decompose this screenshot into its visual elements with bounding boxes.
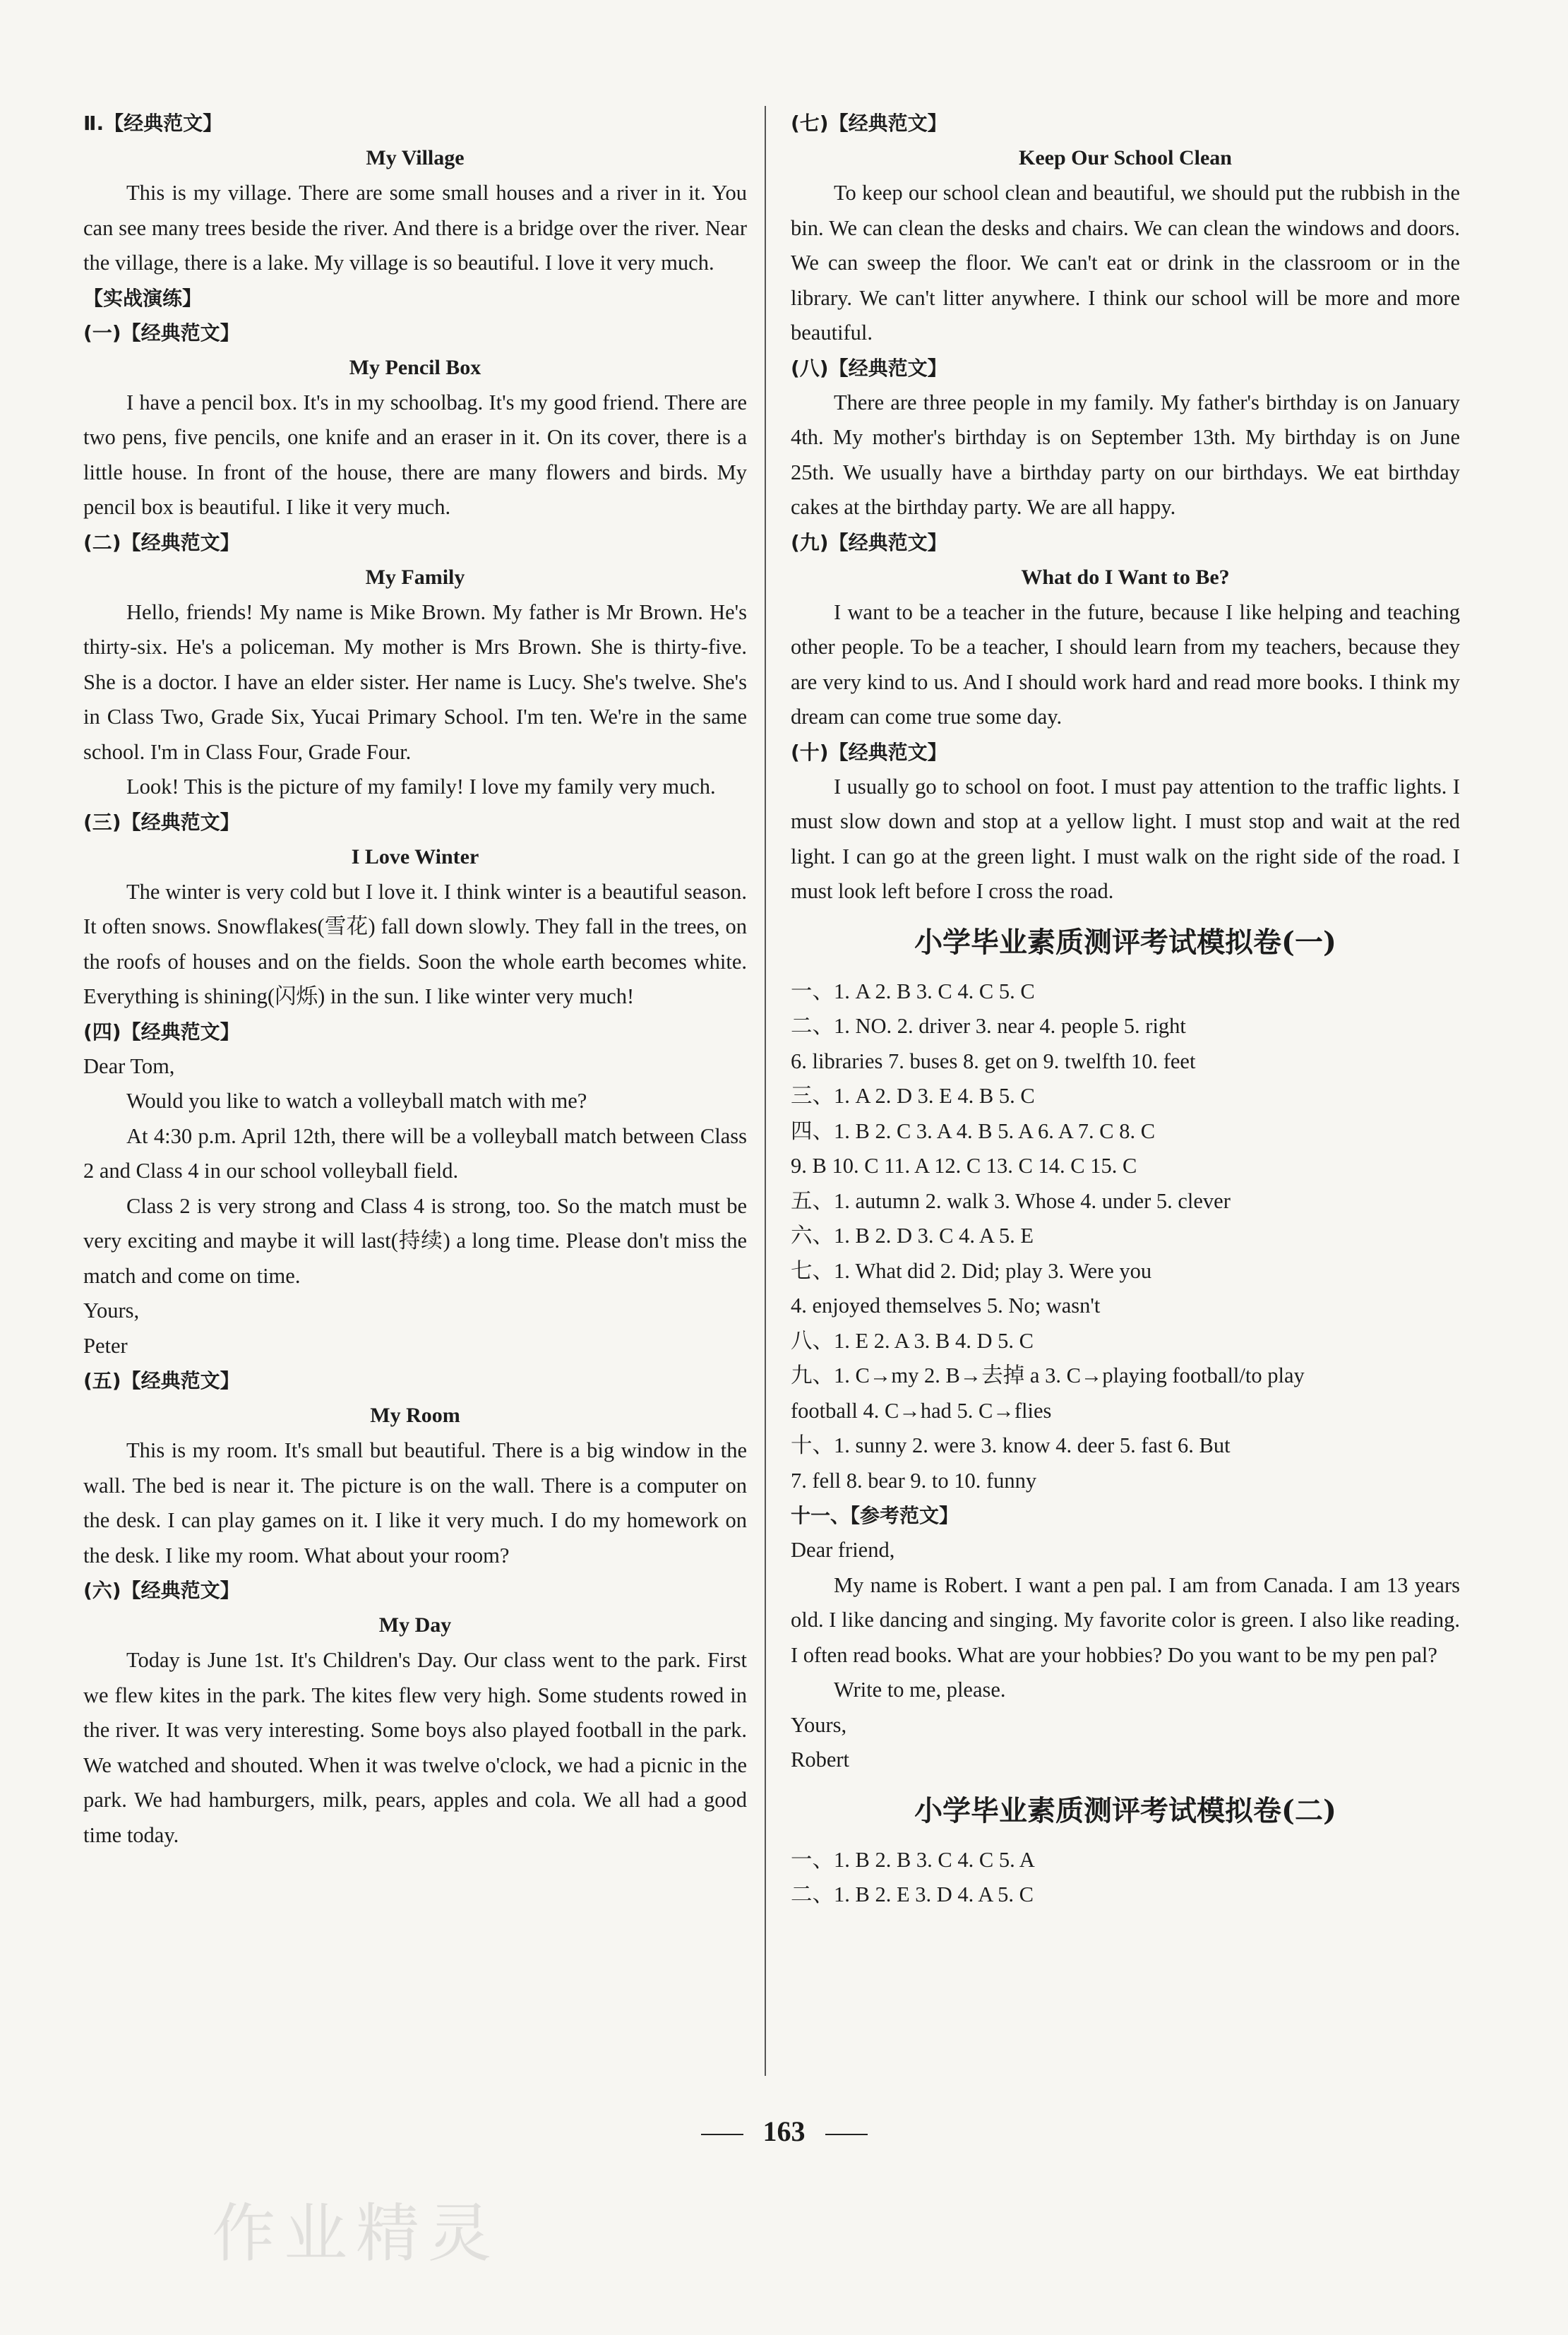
essay-paragraph: This is my village. There are some small houses and a river in it. You can see many trees beside the river. And there is a bridge over the river. Near the village, there is a lake. My village is so beautiful. I love it very much.: [83, 181, 747, 275]
essay-paragraph: My name is Robert. I want a pen pal. I am from Canada. I am 13 years old. I like dancing and singing. My favorite color is green. I also like reading. I often read books. What are your hobbies? Do you want to be my pen pal?: [791, 1572, 1460, 1667]
answer-line: 7. fell 8. bear 9. to 10. funny: [791, 1468, 1037, 1493]
answer-line: 二、1. NO. 2. driver 3. near 4. people 5. right: [791, 1014, 1186, 1038]
essay-paragraph: I have a pencil box. It's in my schoolbag. It's my good friend. There are two pens, five pencils, one knife and an eraser in it. On its cover, there is a little house. In front of the house, there are many flowers and birds. My pencil box is beautiful. I like it very much.: [83, 390, 747, 519]
exam-title: 小学毕业素质测评考试模拟卷(二): [914, 1793, 1336, 1827]
essay-paragraph: I usually go to school on foot. I must pay attention to the traffic lights. I must slow down and stop at a yellow light. I must stop and wait at the red light. I can go at the green light. I must walk on the right side of the road. I must look left before I cross the road.: [791, 774, 1460, 903]
right-column: [791, 106, 1460, 1913]
essay-title: My Village: [366, 146, 465, 169]
essay-title: Keep Our School Clean: [1019, 146, 1232, 169]
letter-greeting: Dear Tom,: [83, 1053, 175, 1078]
section-heading: (十)【经典范文】: [791, 740, 947, 764]
page-number: 163: [762, 2115, 806, 2147]
essay-paragraph: This is my room. It's small but beautiful. There is a big window in the wall. The bed is near it. The picture is on the wall. There is a computer on the desk. I can play games on it. I like it very much. I do my homework on the desk. I like my room. What about your room?: [83, 1438, 747, 1567]
section-heading: (九)【经典范文】: [791, 530, 947, 554]
answer-line: 四、1. B 2. C 3. A 4. B 5. A 6. A 7. C 8. C: [791, 1118, 1156, 1143]
answer-line: 一、1. A 2. B 3. C 4. C 5. C: [791, 979, 1035, 1003]
essay-paragraph: To keep our school clean and beautiful, we should put the rubbish in the bin. We can clean the desks and chairs. We can clean the windows and doors. We can sweep the floor. We can't eat or drink in the classroom or in the library. We can't litter anywhere. I think our school will be more and more beautiful.: [791, 181, 1460, 345]
letter-signature: Peter: [83, 1333, 128, 1358]
answer-line: 八、1. E 2. A 3. B 4. D 5. C: [791, 1328, 1034, 1353]
essay-paragraph: I want to be a teacher in the future, because I like helping and teaching other people. To be a teacher, I should learn from my teachers, because they are very kind to us. And I should work hard and read more books. I think my dream can come true some day.: [791, 599, 1460, 729]
section-heading: (七)【经典范文】: [791, 112, 947, 135]
essay-paragraph: Hello, friends! My name is Mike Brown. My father is Mr Brown. He's thirty-six. He's a policeman. My mother is Mrs Brown. She is thirty-five. She is a doctor. I have an elder sister. Her name is Lucy. She's twelve. She's in Class Two, Grade Six, Yucai Primary School. I'm ten. We're in the same school. I'm in Class Four, Grade Four.: [83, 599, 747, 764]
answer-line: 七、1. What did 2. Did; play 3. Were you: [791, 1258, 1152, 1283]
essay-title: My Room: [370, 1404, 460, 1427]
essay-paragraph: At 4:30 p.m. April 12th, there will be a volleyball match between Class 2 and Class 4 in our school volleyball field.: [83, 1123, 747, 1183]
section-heading: Ⅱ.【经典范文】: [83, 112, 223, 135]
essay-title: What do I Want to Be?: [1021, 565, 1230, 589]
answer-line: 一、1. B 2. B 3. C 4. C 5. A: [791, 1847, 1035, 1872]
section-heading: (二)【经典范文】: [83, 530, 240, 554]
page-footer: [0, 2115, 1568, 2148]
essay-title: I Love Winter: [351, 844, 479, 868]
essay-paragraph: There are three people in my family. My father's birthday is on January 4th. My mother's birthday is on September 13th. My birthday is on June 25th. We usually have a birthday party on our birthdays. We eat birthday cakes at the birthday party. We are all happy.: [791, 390, 1460, 519]
section-heading: (四)【经典范文】: [83, 1020, 240, 1044]
letter-closing: Yours,: [791, 1712, 847, 1737]
letter-greeting: Dear friend,: [791, 1538, 895, 1562]
essay-title: My Family: [365, 565, 465, 589]
essay-title: My Pencil Box: [349, 355, 481, 379]
column-divider: [765, 106, 766, 2076]
answer-line: 4. enjoyed themselves 5. No; wasn't: [791, 1294, 1101, 1318]
essay-paragraph: Look! This is the picture of my family! I love my family very much.: [126, 775, 716, 799]
section-heading: (五)【经典范文】: [83, 1369, 240, 1392]
letter-line: Would you like to watch a volleyball match with me?: [126, 1089, 587, 1113]
answer-line: 六、1. B 2. D 3. C 4. A 5. E: [791, 1224, 1034, 1248]
footer-dash: [701, 2134, 743, 2135]
section-heading: (六)【经典范文】: [83, 1579, 240, 1602]
footer-dash: [825, 2134, 868, 2135]
answer-line: 6. libraries 7. buses 8. get on 9. twelfth 10. feet: [791, 1049, 1196, 1073]
exam-title: 小学毕业素质测评考试模拟卷(一): [914, 925, 1336, 959]
letter-line: Write to me, please.: [834, 1678, 1006, 1702]
section-heading: (八)【经典范文】: [791, 356, 947, 380]
answer-line: 二、1. B 2. E 3. D 4. A 5. C: [791, 1882, 1034, 1906]
answer-line: 五、1. autumn 2. walk 3. Whose 4. under 5. clever: [791, 1188, 1231, 1213]
answer-line: football 4. C→had 5. C→flies: [791, 1398, 1052, 1423]
essay-paragraph: The winter is very cold but I love it. I think winter is a beautiful season. It often snows. Snowflakes(雪花) fall down slowly. They fall in the trees, on the roofs of houses and on the fields. Soon the whole earth becomes white. Everything is shining(闪烁) in the sun. I like winter very much!: [83, 879, 747, 1008]
left-column: [83, 106, 747, 1853]
answer-line: 三、1. A 2. D 3. E 4. B 5. C: [791, 1084, 1035, 1108]
answer-line: 九、1. C→my 2. B→去掉 a 3. C→playing football/to play: [791, 1363, 1305, 1387]
letter-signature: Robert: [791, 1748, 850, 1772]
letter-closing: Yours,: [83, 1298, 140, 1322]
section-heading: (三)【经典范文】: [83, 810, 240, 834]
section-heading: 十一、【参考范文】: [791, 1504, 959, 1527]
watermark: 作业精灵: [212, 2197, 500, 2271]
answer-line: 9. B 10. C 11. A 12. C 13. C 14. C 15. C: [791, 1154, 1137, 1178]
answer-line: 十、1. sunny 2. were 3. know 4. deer 5. fast 6. But: [791, 1433, 1231, 1457]
essay-title: My Day: [378, 1613, 452, 1637]
section-heading: 【实战演练】: [83, 286, 203, 310]
section-heading: (一)【经典范文】: [83, 321, 240, 345]
essay-paragraph: Today is June 1st. It's Children's Day. Our class went to the park. First we flew kites in the park. The kites flew very high. Some students rowed in the river. It was very interesting. Some boys also played football in the park. We watched and shouted. When it was twelve o'clock, we had a picnic in the park. We had hamburgers, milk, pears, apples and cola. We all had a good time today.: [83, 1648, 747, 1847]
essay-paragraph: Class 2 is very strong and Class 4 is strong, too. So the match must be very exciting and maybe it will last(持续) a long time. Please don't miss the match and come on time.: [83, 1193, 747, 1288]
